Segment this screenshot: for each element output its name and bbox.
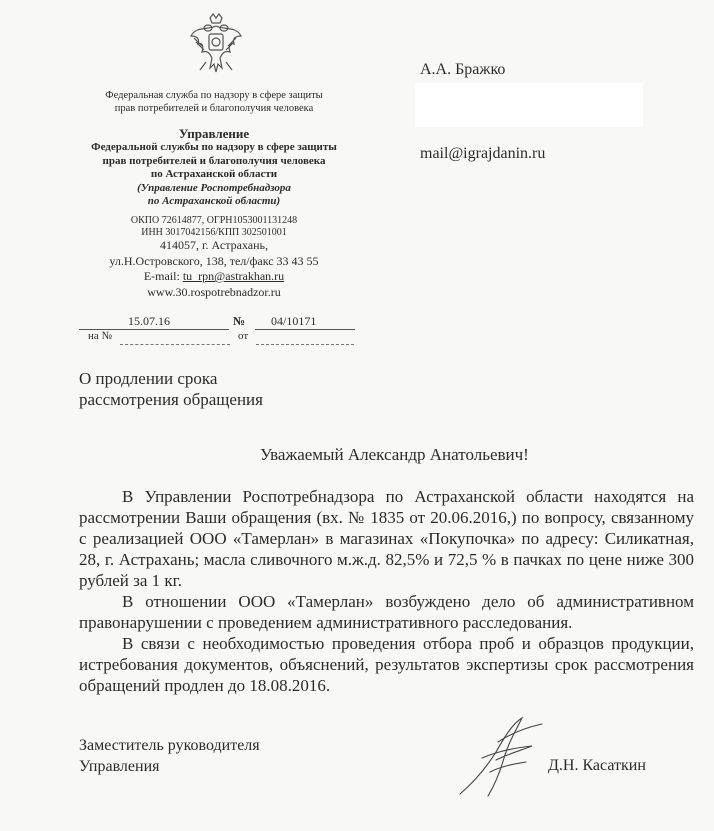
- body-paragraph-2: В отношении ООО «Тамерлан» возбуждено дело об административном правонарушении с проведением административного расследования.: [79, 592, 694, 632]
- codes-line: ИНН 3017042156/КПП 302501001: [141, 226, 287, 238]
- ref-label: на №: [88, 330, 113, 342]
- agency-line: Федеральная служба по надзору в сфере защиты: [105, 90, 323, 101]
- outgoing-date: 15.07.16: [128, 314, 170, 328]
- greeting: Уважаемый Александр Анатольевич!: [260, 445, 529, 464]
- email-line: [78, 269, 350, 285]
- position-line: Управления: [79, 758, 160, 775]
- email-label: E-mail:: [143, 269, 180, 283]
- handwritten-signature: [452, 712, 552, 802]
- subject-line: О продлении срока: [79, 369, 218, 388]
- recipient-email: mail@igrajdanin.ru: [420, 145, 546, 162]
- agency-name: [78, 89, 350, 115]
- subject-line: рассмотрения обращения: [79, 390, 263, 409]
- signatory-name: Д.Н. Касаткин: [548, 757, 646, 774]
- letter-subject: [79, 368, 263, 410]
- from-label: от: [238, 330, 249, 342]
- position-line: Заместитель руководителя: [79, 737, 260, 754]
- requisites-block: [78, 215, 350, 300]
- department-short: по Астраханской области): [147, 195, 281, 207]
- codes-line: ОКПО 72614877, ОГРН1053001131248: [130, 215, 298, 226]
- ref-number-line: [120, 344, 230, 345]
- department-title: Управление: [178, 126, 250, 141]
- body-paragraph-3: В связи с необходимостью проведения отбора проб и образцов продукции, истребования документов, объяснений, результатов экспертизы срок рассмотрения обращений продлен до 18.08.2016.: [79, 634, 694, 695]
- body-paragraph-1: В Управлении Роспотребнадзора по Астраханской области находятся на рассмотрении Ваши обращения (вх. № 1835 от 20.06.2016,) по вопросу, связанному с реализацией ООО «Тамерлан» в магазинах «Покупочка» по адресу: Силикатная, 28, г. Астрахань; масла сливочного м.ж.д. 82,5% и 72,5 % в пачках по цене ниже 300 рублей за 1 кг.: [79, 487, 694, 590]
- outgoing-number: 04/10171: [271, 314, 317, 328]
- number-label: №: [233, 314, 246, 328]
- address-line: 414057, г. Астрахань,: [159, 238, 269, 252]
- recipient-name: А.А. Бражко: [420, 61, 506, 78]
- signatory-position: [79, 735, 260, 777]
- coat-of-arms-emblem: [188, 12, 244, 78]
- agency-email-link[interactable]: tu_rpn@astrakhan.ru: [182, 269, 285, 283]
- department-block: [78, 126, 350, 209]
- department-line: Федеральной службы по надзору в сфере защиты: [91, 141, 337, 153]
- address-line: ул.Н.Островского, 138, тел/факс 33 43 55: [109, 253, 319, 268]
- department-line: прав потребителей и благополучия человека: [102, 154, 326, 167]
- number-underline: [255, 329, 355, 330]
- agency-line: прав потребителей и благополучия человека: [114, 103, 314, 114]
- department-short: (Управление Роспотребнадзора: [137, 181, 291, 194]
- website-line: www.30.rospotrebnadzor.ru: [147, 284, 281, 299]
- ref-date-line: [256, 344, 354, 345]
- redacted-address-block: [415, 83, 643, 127]
- department-line: по Астраханской области: [150, 168, 278, 180]
